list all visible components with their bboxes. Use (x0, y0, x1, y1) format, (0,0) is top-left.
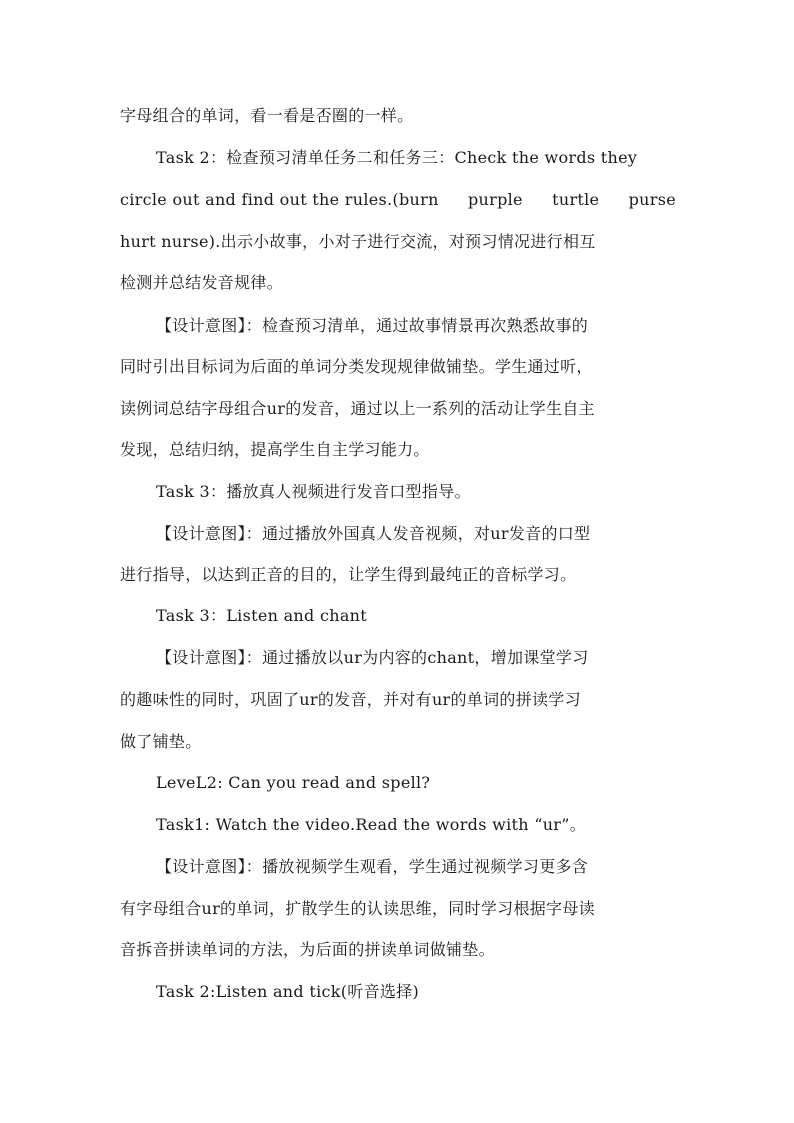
line-fragment: purse (628, 190, 676, 209)
paragraph-line: 检测并总结发音规律。 (120, 273, 284, 292)
line-fragment: turtle (552, 190, 600, 209)
paragraph-line: 有字母组合ur的单词，扩散学生的认读思维，同时学习根据字母读 (120, 899, 595, 918)
paragraph-line: 【设计意图】：通过播放外国真人发音视频，对ur发音的口型 (156, 524, 591, 543)
paragraph-line: 音拆音拼读单词的方法，为后面的拼读单词做铺垫。 (120, 940, 495, 959)
line-fragment: circle out and find out the rules.(burn (120, 190, 439, 209)
paragraph-line: hurt nurse).出示小故事，小对子进行交流，对预习情况进行相互 (120, 232, 596, 251)
line-fragment: purple (467, 190, 523, 209)
paragraph-line: 同时引出目标词为后面的单词分类发现规律做铺垫。学生通过听， (120, 357, 593, 376)
paragraph-line: Task 2：检查预习清单任务二和任务三：Check the words they (156, 148, 638, 167)
paragraph-line: 发现，总结归纳，提高学生自主学习能力。 (120, 440, 430, 459)
paragraph-line: Task 3：播放真人视频进行发音口型指导。 (156, 482, 471, 501)
paragraph-line: 做了铺垫。 (120, 732, 202, 751)
paragraph-line (120, 188, 676, 212)
paragraph-line: Task 3：Listen and chant (156, 606, 367, 625)
paragraph-line: 的趣味性的同时，巩固了ur的发音，并对有ur的单词的拼读学习 (120, 690, 581, 709)
paragraph-line: 进行指导，以达到正音的目的，让学生得到最纯正的音标学习。 (120, 565, 577, 584)
paragraph-line: 【设计意图】：检查预习清单，通过故事情景再次熟悉故事的 (156, 316, 589, 335)
paragraph-line: 【设计意图】：通过播放以ur为内容的chant，增加课堂学习 (156, 648, 589, 667)
paragraph-line: 【设计意图】：播放视频学生观看，学生通过视频学习更多含 (156, 857, 589, 876)
paragraph-line: LeveL2: Can you read and spell? (156, 773, 431, 792)
paragraph-line: 读例词总结字母组合ur的发音，通过以上一系列的活动让学生自主 (120, 399, 595, 418)
paragraph-line: 字母组合的单词，看一看是否圈的一样。 (120, 106, 414, 125)
paragraph-line: Task1: Watch the video.Read the words with “ur”。 (156, 815, 587, 834)
paragraph-line: Task 2:Listen and tick(听音选择) (156, 982, 420, 1001)
